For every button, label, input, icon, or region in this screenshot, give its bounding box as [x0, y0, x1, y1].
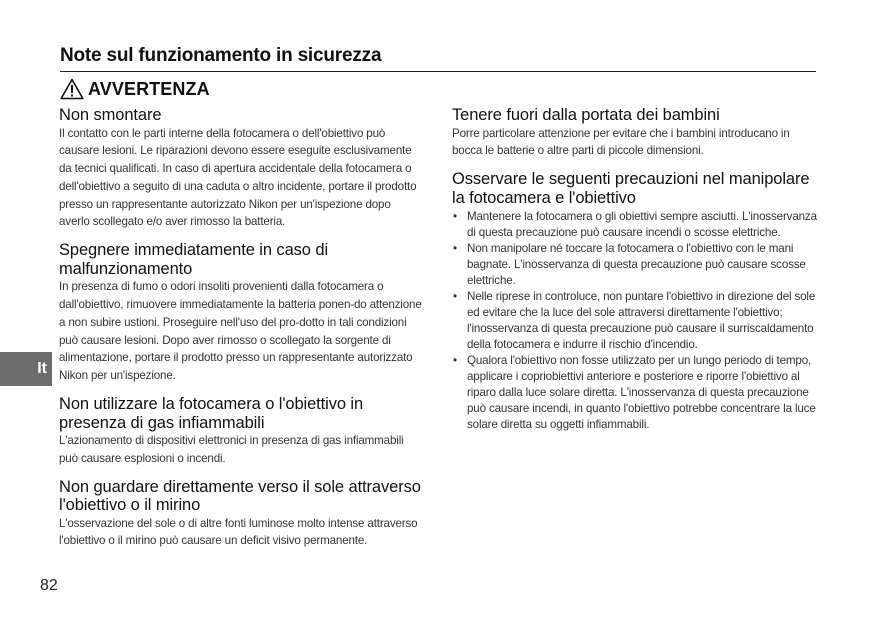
list-item [452, 209, 818, 241]
title-divider [60, 71, 816, 72]
page-title: Note sul funzionamento in sicurezza [60, 45, 382, 66]
list-item [452, 353, 818, 433]
warning-label: AVVERTENZA [88, 78, 210, 99]
list-item [452, 241, 818, 289]
list-item-text: Mantenere la fotocamera o gli obiettivi sempre asciutti. L'inosservanza di questa precauzione può causare incendi o scosse elettriche. [467, 210, 817, 240]
right-column [452, 106, 818, 443]
section-non-guardare-sole [59, 478, 424, 551]
list-item-text: Non manipolare né toccare la fotocamera o l'obiettivo con le mani bagnate. L'inosservanza di questa precauzione può causare scosse elettriche. [467, 242, 806, 288]
section-heading: Non utilizzare la fotocamera o l'obiettivo in presenza di gas infiammabili [59, 395, 364, 432]
section-body: L'osservazione del sole o di altre fonti luminose molto intense attraverso l'obiettivo o il mirino può causare un deficit visivo permanente. [59, 516, 418, 548]
precautions-list [452, 209, 818, 433]
language-tab: It [0, 352, 52, 386]
left-column [59, 106, 424, 560]
bullet-icon: • [453, 242, 457, 256]
section-heading: Non guardare direttamente verso il sole attraverso l'obiettivo o il mirino [59, 477, 421, 515]
section-body: Il contatto con le parti interne della fotocamera o dell'obiettivo può causare lesioni. Le riparazioni devono essere eseguite esclusivamente da tecnici qualificati. In caso di apertura accidentale della fotocamera o dell'obiettivo a seguito di una caduta o altro incidente, portare il prodotto presso un rappresentante autorizzato Nikon per un'ispezione dopo averlo scollegato e/o aver rimosso la batteria. [59, 126, 417, 229]
page-number: 82 [40, 577, 58, 594]
list-item [452, 289, 818, 353]
bullet-icon: • [453, 354, 457, 368]
section-gas-infiammabili [59, 395, 424, 468]
section-non-smontare [59, 106, 424, 231]
section-body: L'azionamento di dispositivi elettronici in presenza di gas infiammabili può causare esplosioni o incendi. [59, 434, 404, 465]
section-body: In presenza di fumo o odori insoliti provenienti dalla fotocamera o dall'obiettivo, rimuovere immediatamente la batteria ponen-do attenzione a non subire ustioni. Proseguire nell'uso del pro-dotto in tali condizioni può causare lesioni. Dopo aver rimosso o scollegato la sorgente di alimentazione, portare il prodotto presso un rappresentante autorizzato Nikon per un'ispezione. [59, 280, 422, 383]
list-item-text: Qualora l'obiettivo non fosse utilizzato per un lungo periodo di tempo, applicare i copriobiettivi anteriore e posteriore e riporre l'obiettivo al riparo dalla luce solare diretta. L'inosservanza di questa precauzione può causare incendi, in quanto l'obiettivo potrebbe concentrare la luce solare diretta su oggetti infiammabili. [467, 354, 816, 432]
warning-heading [60, 78, 210, 100]
section-spegnere [59, 241, 424, 385]
bullet-icon: • [453, 290, 457, 304]
section-precauzioni [452, 170, 818, 433]
section-bambini [452, 106, 818, 160]
section-heading: Osservare le seguenti precauzioni nel manipolare la fotocamera e l'obiettivo [452, 170, 810, 207]
list-item-text: Nelle riprese in controluce, non puntare l'obiettivo in direzione del sole ed evitare che la luce del sole attraversi direttamente l'obiettivo; l'inosservanza di questa precauzione può causare il surriscaldamento della fotocamera e indurre il rischio d'incendio. [467, 290, 816, 352]
section-heading: Non smontare [59, 106, 162, 124]
section-heading: Spegnere immediatamente in caso di malfunzionamento [59, 241, 329, 278]
bullet-icon: • [453, 210, 457, 224]
warning-triangle-icon [60, 78, 84, 100]
section-heading: Tenere fuori dalla portata dei bambini [452, 106, 720, 124]
section-body: Porre particolare attenzione per evitare che i bambini introducano in bocca le batterie o altre parti di piccole dimensioni. [452, 126, 790, 158]
